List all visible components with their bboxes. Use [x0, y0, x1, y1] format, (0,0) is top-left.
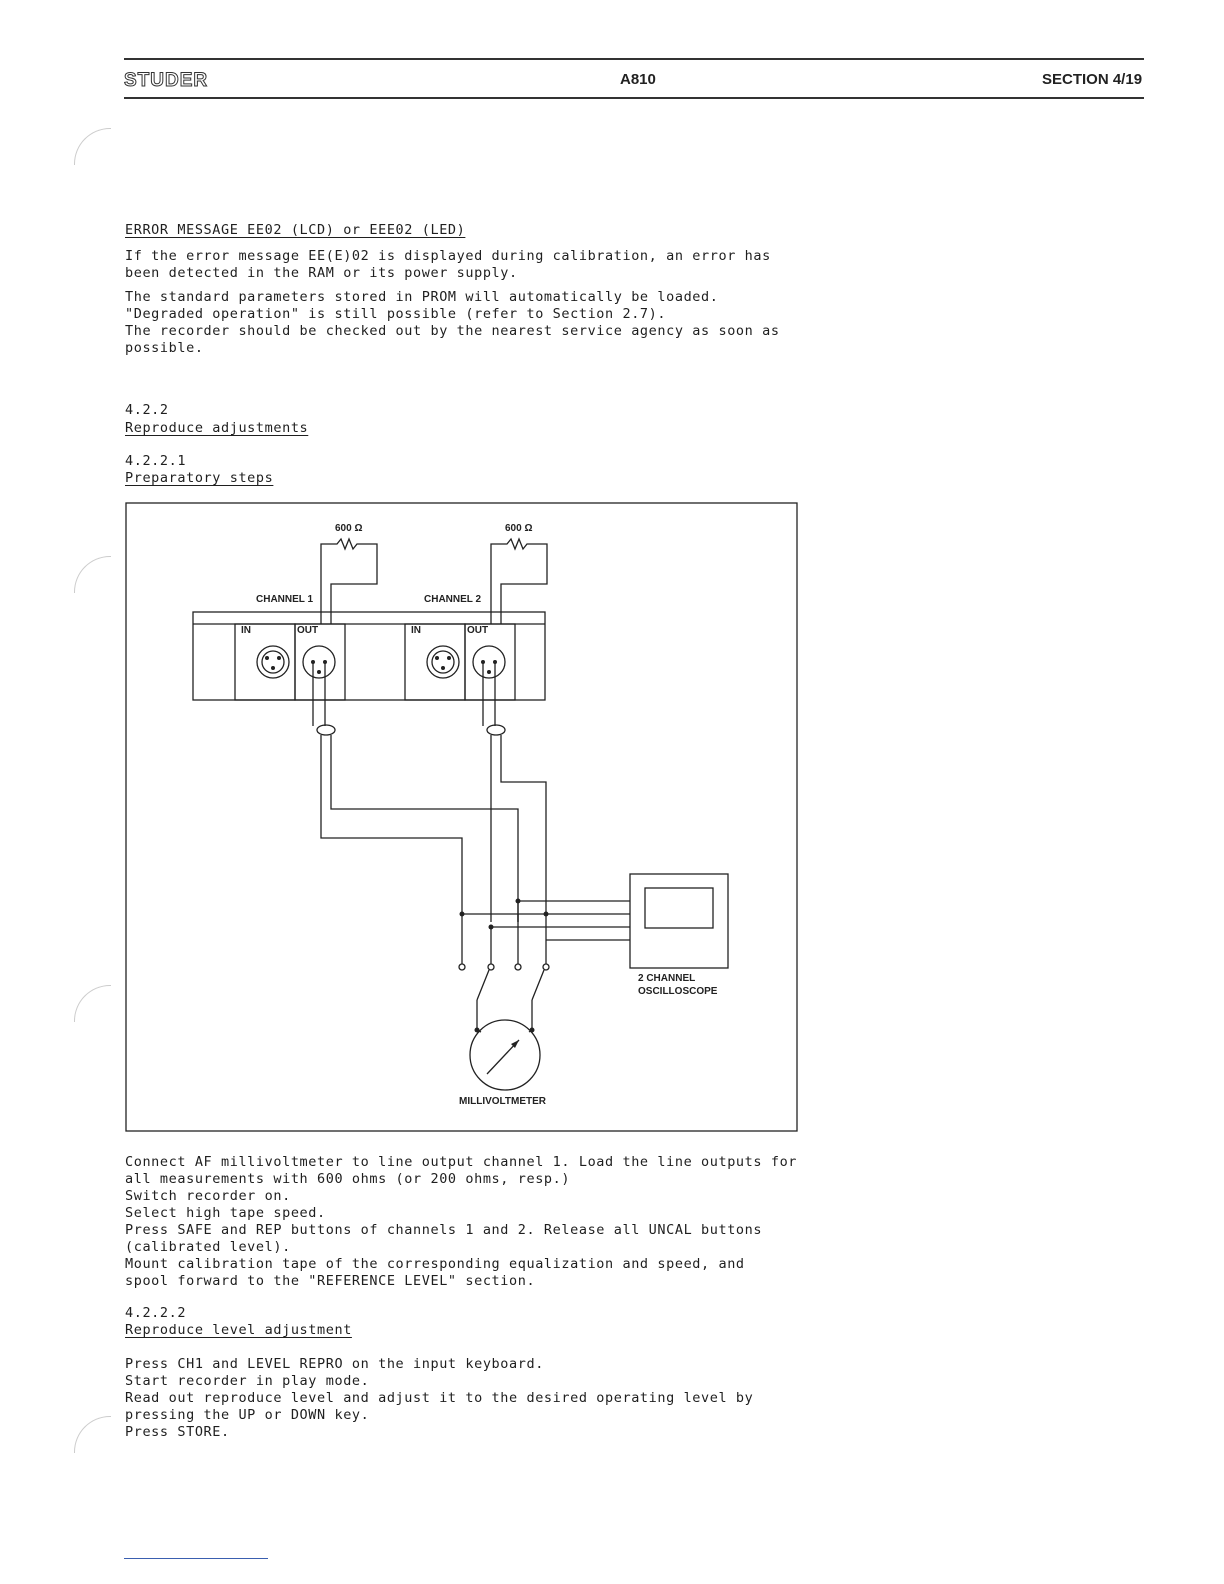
instructions-block	[125, 1154, 835, 1290]
text-line: been detected in the RAM or its power supply.	[125, 265, 518, 281]
resistor-600-ch2	[491, 539, 547, 624]
out-label-1: OUT	[297, 625, 319, 636]
error-paragraph-2	[125, 289, 835, 357]
binder-hole-mark	[74, 1416, 111, 1453]
text-line: Switch recorder on.	[125, 1188, 291, 1204]
section-number-422: 4.2.2	[125, 402, 169, 418]
text-line: possible.	[125, 340, 204, 356]
out-label-2: OUT	[467, 625, 489, 636]
binder-hole-mark	[74, 985, 111, 1022]
channel-2-label: CHANNEL 2	[424, 594, 482, 605]
studer-logo	[124, 66, 224, 92]
text-line: Press CH1 and LEVEL REPRO on the input keyboard.	[125, 1356, 544, 1372]
footer-rule	[124, 1558, 268, 1559]
in-label-2: IN	[411, 625, 421, 636]
scope-label-2: OSCILLOSCOPE	[638, 986, 718, 997]
text-line: "Degraded operation" is still possible (refer to Section 2.7).	[125, 306, 667, 322]
text-line: Connect AF millivoltmeter to line output channel 1. Load the line outputs for	[125, 1154, 798, 1170]
text-line: spool forward to the "REFERENCE LEVEL" section.	[125, 1273, 536, 1289]
switch-1	[477, 970, 489, 1000]
text-line: The standard parameters stored in PROM will automatically be loaded.	[125, 289, 719, 305]
text-line: Mount calibration tape of the corresponding equalization and speed, and	[125, 1256, 745, 1272]
section-number-4221: 4.2.2.1	[125, 453, 187, 469]
model-label: A810	[620, 71, 656, 88]
resistor-label-2: 600 Ω	[505, 523, 533, 534]
text-line: The recorder should be checked out by the nearest service agency as soon as	[125, 323, 780, 339]
in-label-1: IN	[241, 625, 251, 636]
error-paragraph-1	[125, 248, 835, 282]
text-line: Select high tape speed.	[125, 1205, 326, 1221]
text-line: Read out reproduce level and adjust it to the desired operating level by	[125, 1390, 754, 1406]
header-bottom-rule	[124, 97, 1144, 99]
binder-hole-mark	[74, 556, 111, 593]
text-line: all measurements with 600 ohms (or 200 ohms, resp.)	[125, 1171, 571, 1187]
switch-2	[532, 970, 544, 1000]
text-line: If the error message EE(E)02 is displayed during calibration, an error has	[125, 248, 771, 264]
level-steps-block	[125, 1356, 835, 1441]
text-line: (calibrated level).	[125, 1239, 291, 1255]
section-number-4222: 4.2.2.2	[125, 1305, 187, 1321]
text-line: Press SAFE and REP buttons of channels 1 and 2. Release all UNCAL buttons	[125, 1222, 763, 1238]
section-title-4221: Preparatory steps	[125, 470, 274, 486]
channel-1-label: CHANNEL 1	[256, 594, 314, 605]
binder-hole-mark	[74, 128, 111, 165]
resistor-label-1: 600 Ω	[335, 523, 363, 534]
text-line: pressing the UP or DOWN key.	[125, 1407, 370, 1423]
header-top-rule	[124, 58, 1144, 60]
section-title-422: Reproduce adjustments	[125, 420, 309, 436]
error-title: ERROR MESSAGE EE02 (LCD) or EEE02 (LED)	[125, 222, 466, 238]
resistor-600-ch1	[321, 539, 377, 624]
text-line: Press STORE.	[125, 1424, 230, 1440]
scope-label-1: 2 CHANNEL	[638, 973, 696, 984]
text-line: Start recorder in play mode.	[125, 1373, 370, 1389]
millivoltmeter-label: MILLIVOLTMETER	[459, 1096, 547, 1107]
section-label: SECTION 4/19	[1042, 71, 1143, 88]
wiring-diagram	[125, 502, 799, 1134]
oscilloscope-screen	[645, 888, 713, 928]
svg-text:STUDER: STUDER	[124, 70, 209, 91]
section-title-4222: Reproduce level adjustment	[125, 1322, 352, 1338]
